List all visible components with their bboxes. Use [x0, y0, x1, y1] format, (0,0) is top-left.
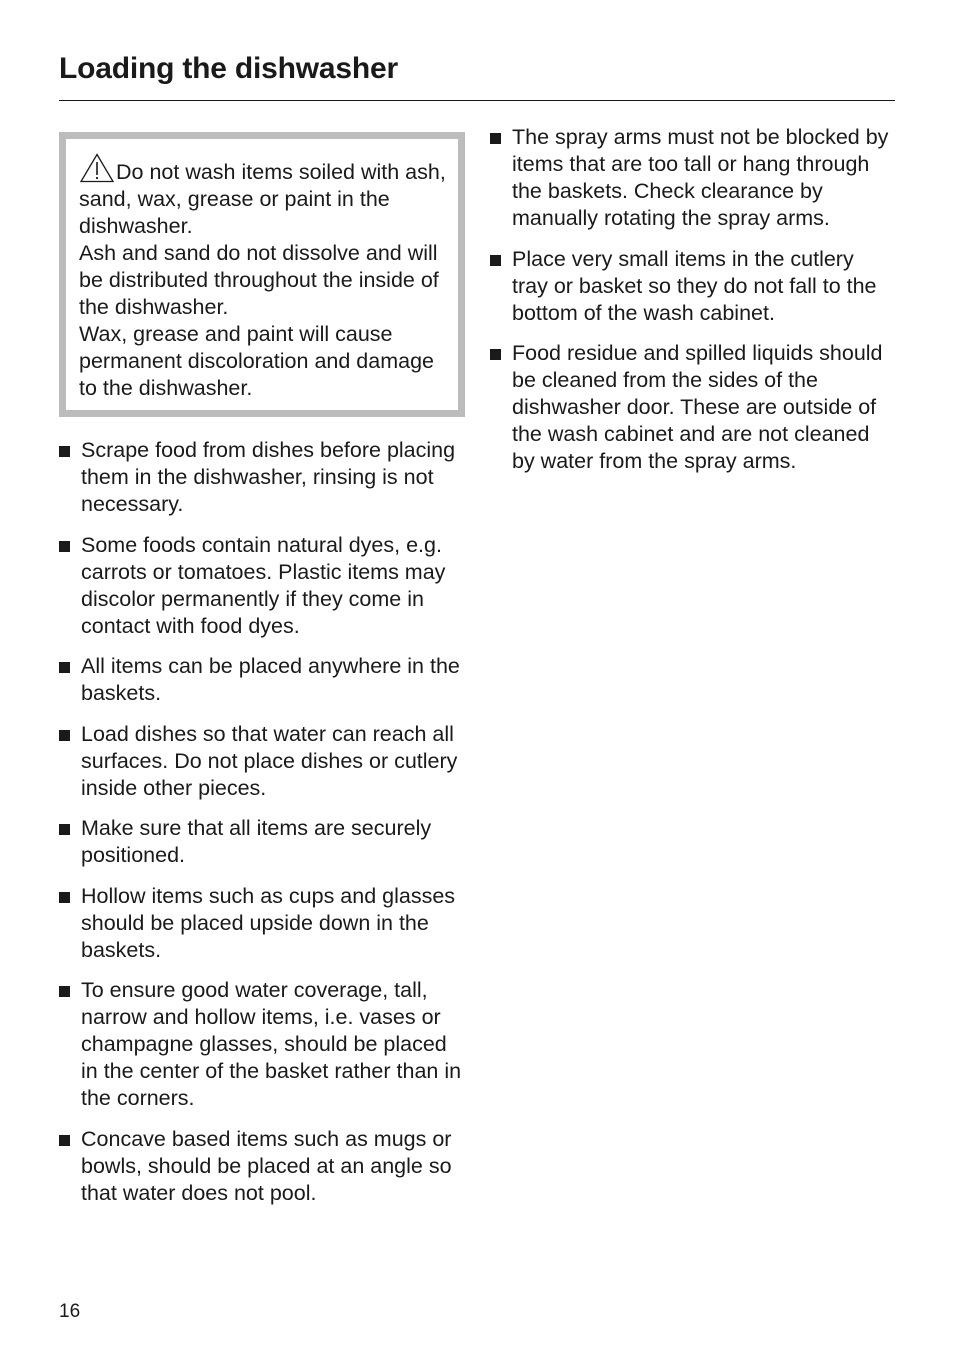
bullet-square-icon: [59, 1135, 70, 1146]
left-column: [59, 132, 465, 1220]
bullet-square-icon: [59, 662, 70, 673]
list-item-text: Scrape food from dishes before placing them in the dishwasher, rinsing is not necessary.: [81, 438, 456, 516]
list-item: [59, 883, 465, 964]
bullet-square-icon: [490, 133, 501, 144]
list-item-text: Load dishes so that water can reach all surfaces. Do not place dishes or cutlery inside other pieces.: [81, 721, 458, 800]
list-item: [59, 721, 465, 802]
bullet-square-icon: [59, 986, 70, 997]
list-item: [490, 246, 894, 327]
list-item-text: The spray arms must not be blocked by items that are too tall or hang through the baskets. Check clearance by manually rotating the spray arms.: [512, 125, 889, 230]
list-item-text: Hollow items such as cups and glasses should be placed upside down in the baskets.: [81, 883, 456, 962]
bullet-square-icon: [59, 730, 70, 741]
list-item-text: Some foods contain natural dyes, e.g. carrots or tomatoes. Plastic items may discolor permanently if they come in contact with food dyes.: [81, 532, 446, 638]
list-item-text: Concave based items such as mugs or bowls, should be placed at an angle so that water does not pool.: [81, 1126, 452, 1205]
bullet-square-icon: [59, 446, 70, 457]
bullet-square-icon: [490, 349, 501, 360]
list-item-text: Place very small items in the cutlery tray or basket so they do not fall to the bottom of the wash cabinet.: [512, 246, 877, 325]
bullet-square-icon: [59, 824, 70, 835]
list-item: [59, 437, 465, 518]
list-item-text: To ensure good water coverage, tall, narrow and hollow items, i.e. vases or champagne glasses, should be placed in the center of the basket rather than in the corners.: [81, 978, 462, 1110]
warning-line-2: Ash and sand do not dissolve and will be distributed throughout the inside of the dishwasher.: [79, 241, 439, 319]
bullet-square-icon: [59, 892, 70, 903]
left-bullet-list: [59, 437, 465, 1207]
list-item-text: Food residue and spilled liquids should be cleaned from the sides of the dishwasher door. These are outside of the wash cabinet and are not cleaned by water from the spray arms.: [512, 341, 883, 473]
warning-line-3: Wax, grease and paint will cause permanent discoloration and damage to the dishwasher.: [79, 322, 434, 400]
right-bullet-list: [490, 124, 894, 475]
list-item: [490, 124, 894, 232]
warning-triangle-icon: [79, 153, 115, 183]
right-column: [490, 124, 894, 489]
list-item: [59, 977, 465, 1112]
list-item: [59, 1126, 465, 1207]
list-item-text: All items can be placed anywhere in the baskets.: [81, 654, 460, 705]
list-item: [59, 532, 465, 640]
bullet-square-icon: [490, 255, 501, 266]
page-number: 16: [59, 1301, 81, 1322]
list-item: [59, 653, 465, 707]
bullet-square-icon: [59, 541, 70, 552]
warning-text-1: Do not wash items soiled with ash, sand, wax, grease or paint in the dishwasher.: [79, 160, 446, 238]
warning-box: [59, 132, 465, 417]
list-item: [59, 815, 465, 869]
title-divider: [59, 100, 895, 101]
warning-line-1: [79, 153, 446, 240]
list-item-text: Make sure that all items are securely positioned.: [81, 816, 432, 867]
page-title: Loading the dishwasher: [59, 52, 398, 85]
list-item: [490, 340, 894, 475]
